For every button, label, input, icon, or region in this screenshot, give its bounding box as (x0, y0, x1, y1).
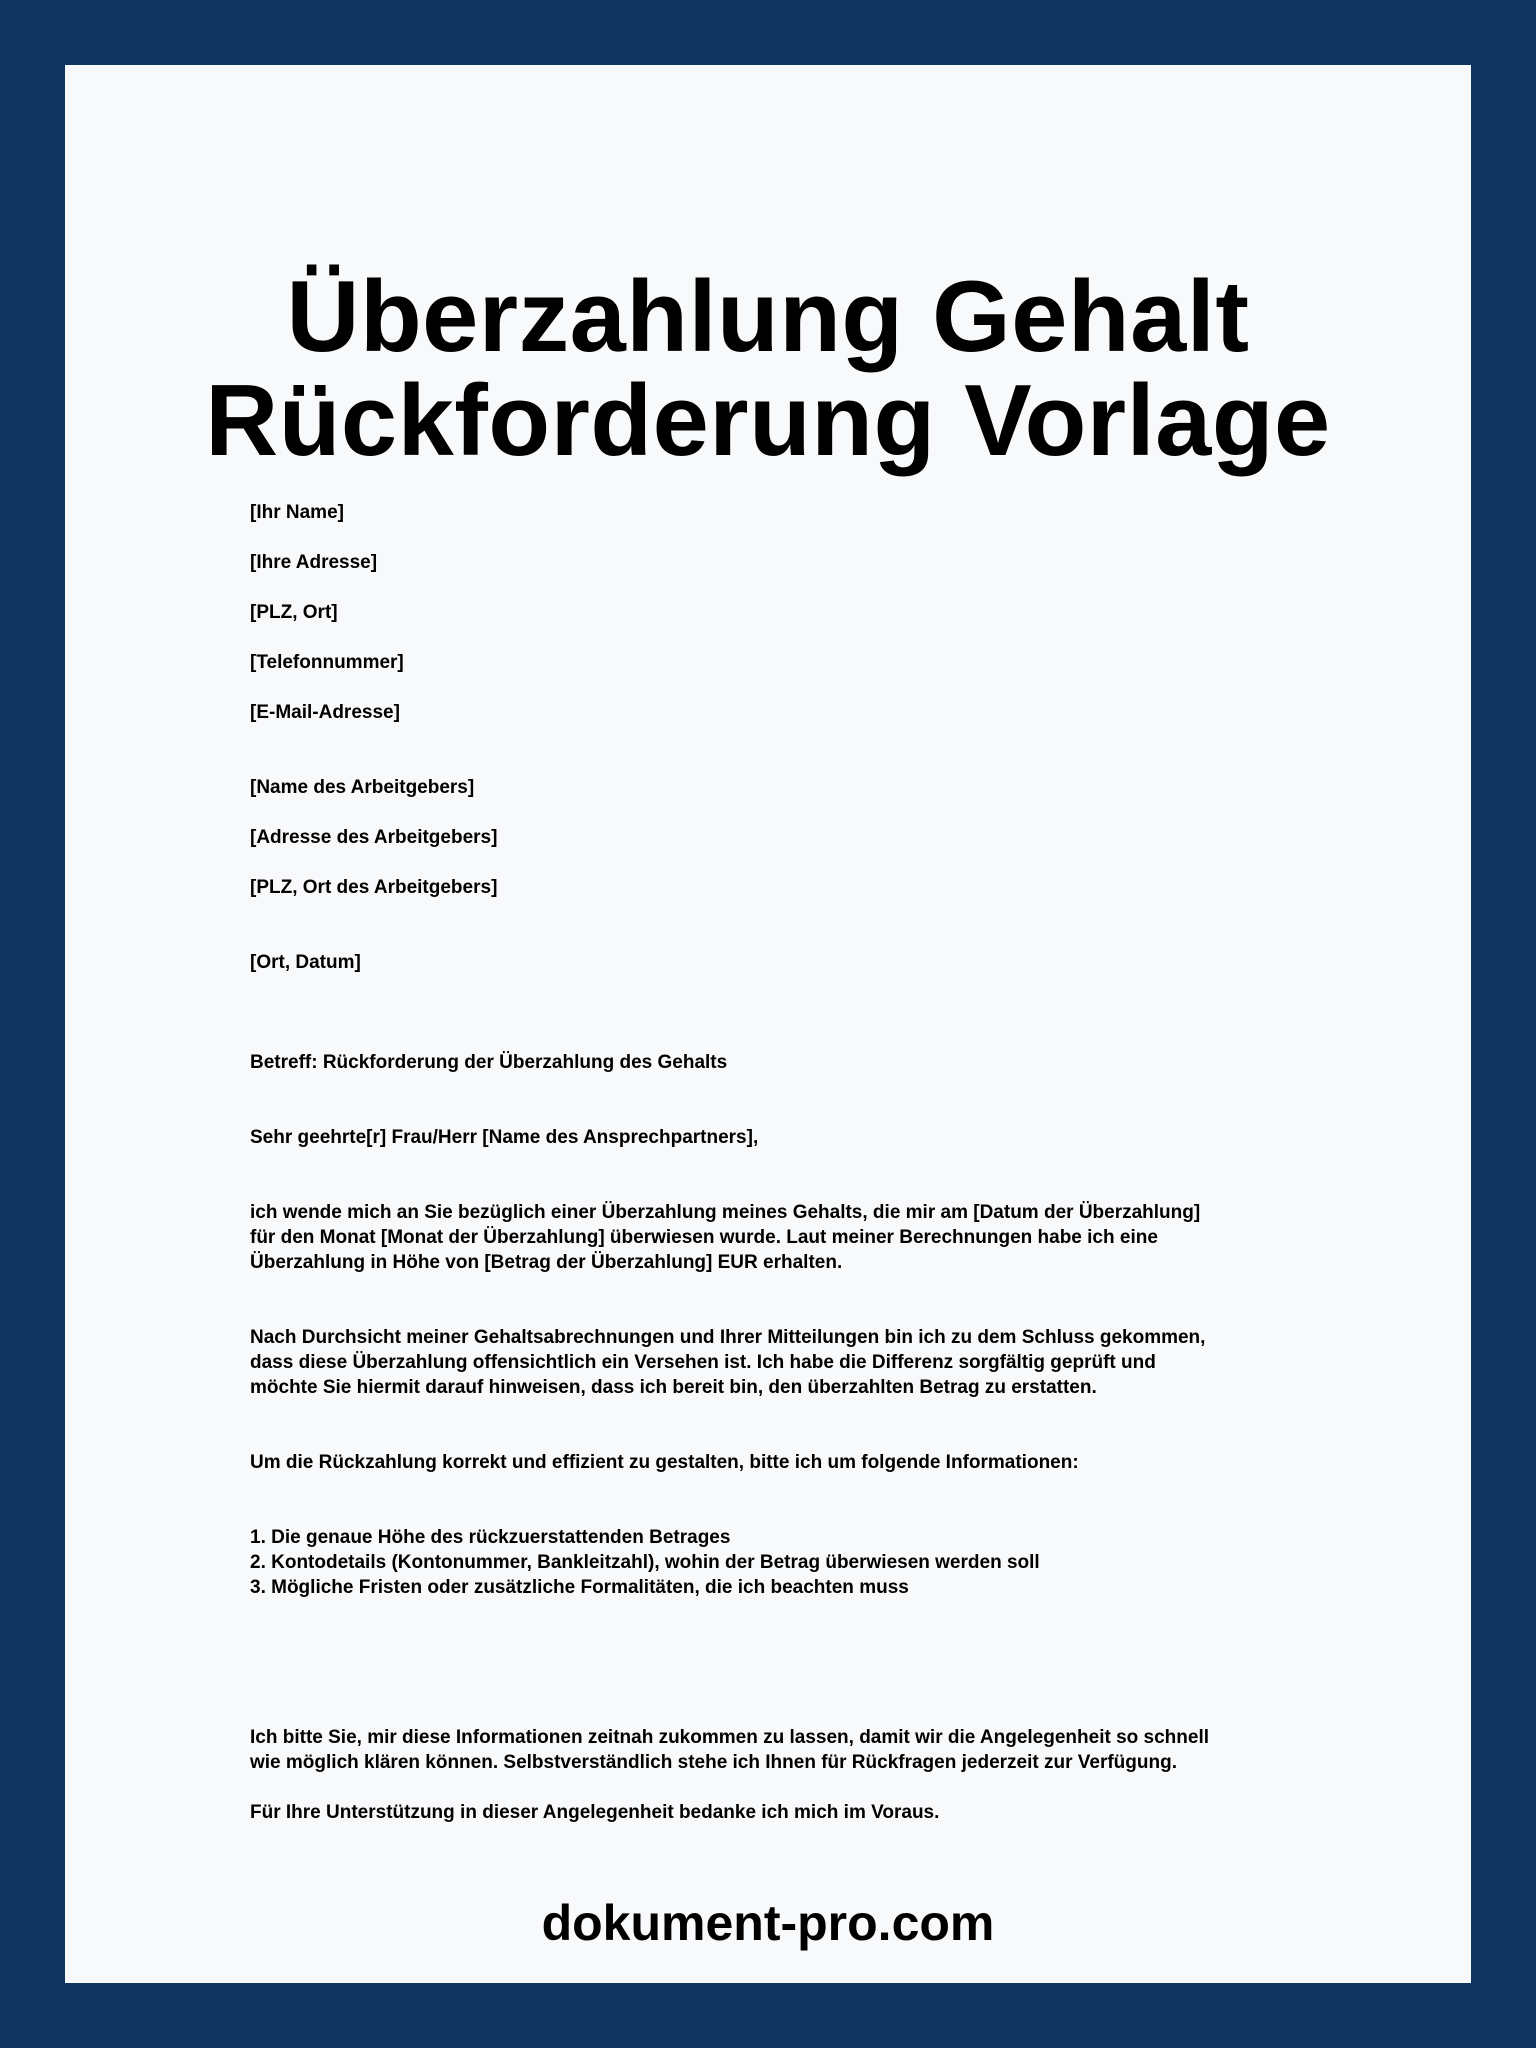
recipient-city: [PLZ, Ort des Arbeitgebers] (250, 877, 498, 898)
list-item: 2. Kontodetails (Kontonummer, Bankleitzahl), wohin der Betrag überwiesen werden soll (250, 1552, 1040, 1573)
list-item: 3. Mögliche Fristen oder zusätzliche Formalitäten, die ich beachten muss (250, 1577, 909, 1598)
paragraph-5: Für Ihre Unterstützung in dieser Angelegenheit bedanke ich mich im Voraus. (250, 1802, 940, 1823)
paragraph-2-line: dass diese Überzahlung offensichtlich ein Versehen ist. Ich habe die Differenz sorgfältig geprüft und (250, 1352, 1156, 1373)
document-title (65, 261, 1471, 477)
salutation: Sehr geehrte[r] Frau/Herr [Name des Ansprechpartners], (250, 1127, 759, 1148)
paragraph-1-line: ich wende mich an Sie bezüglich einer Überzahlung meines Gehalts, die mir am [Datum der Überzahlung] (250, 1202, 1201, 1223)
footer-website: dokument-pro.com (541, 1895, 995, 1951)
info-list (250, 1525, 1350, 1600)
paragraph-1-line: Überzahlung in Höhe von [Betrag der Überzahlung] EUR erhalten. (250, 1252, 843, 1273)
list-item: 1. Die genaue Höhe des rückzuerstattenden Betrages (250, 1527, 731, 1548)
paragraph-4-line: Ich bitte Sie, mir diese Informationen zeitnah zukommen zu lassen, damit wir die Angelegenheit so schnell (250, 1727, 1209, 1748)
paragraph-2-line: möchte Sie hiermit darauf hinweisen, dass ich bereit bin, den überzahlten Betrag zu erstatten. (250, 1377, 1097, 1398)
paragraph-4 (250, 1725, 1350, 1775)
paragraph-1 (250, 1200, 1350, 1275)
paragraph-2-line: Nach Durchsicht meiner Gehaltsabrechnungen und Ihrer Mitteilungen bin ich zu dem Schluss gekommen, (250, 1327, 1206, 1348)
recipient-address: [Adresse des Arbeitgebers] (250, 827, 498, 848)
sender-email: [E-Mail-Adresse] (250, 702, 400, 723)
sender-phone: [Telefonnummer] (250, 652, 404, 673)
document-page (65, 65, 1471, 1983)
paragraph-2 (250, 1325, 1350, 1400)
recipient-name: [Name des Arbeitgebers] (250, 777, 475, 798)
paragraph-4-line: wie möglich klären können. Selbstverständlich stehe ich Ihnen für Rückfragen jederzeit zur Verfügung. (250, 1752, 1177, 1773)
title-line-1: Überzahlung Gehalt (286, 261, 1250, 373)
sender-address: [Ihre Adresse] (250, 552, 378, 573)
title-line-2: Rückforderung Vorlage (205, 365, 1331, 477)
place-date: [Ort, Datum] (250, 952, 361, 973)
sender-city: [PLZ, Ort] (250, 602, 338, 623)
paragraph-1-line: für den Monat [Monat der Überzahlung] überwiesen wurde. Laut meiner Berechnungen habe ich eine (250, 1227, 1158, 1248)
sender-name: [Ihr Name] (250, 502, 344, 523)
paragraph-3: Um die Rückzahlung korrekt und effizient zu gestalten, bitte ich um folgende Informationen: (250, 1452, 1079, 1473)
subject-line: Betreff: Rückforderung der Überzahlung des Gehalts (250, 1052, 728, 1073)
